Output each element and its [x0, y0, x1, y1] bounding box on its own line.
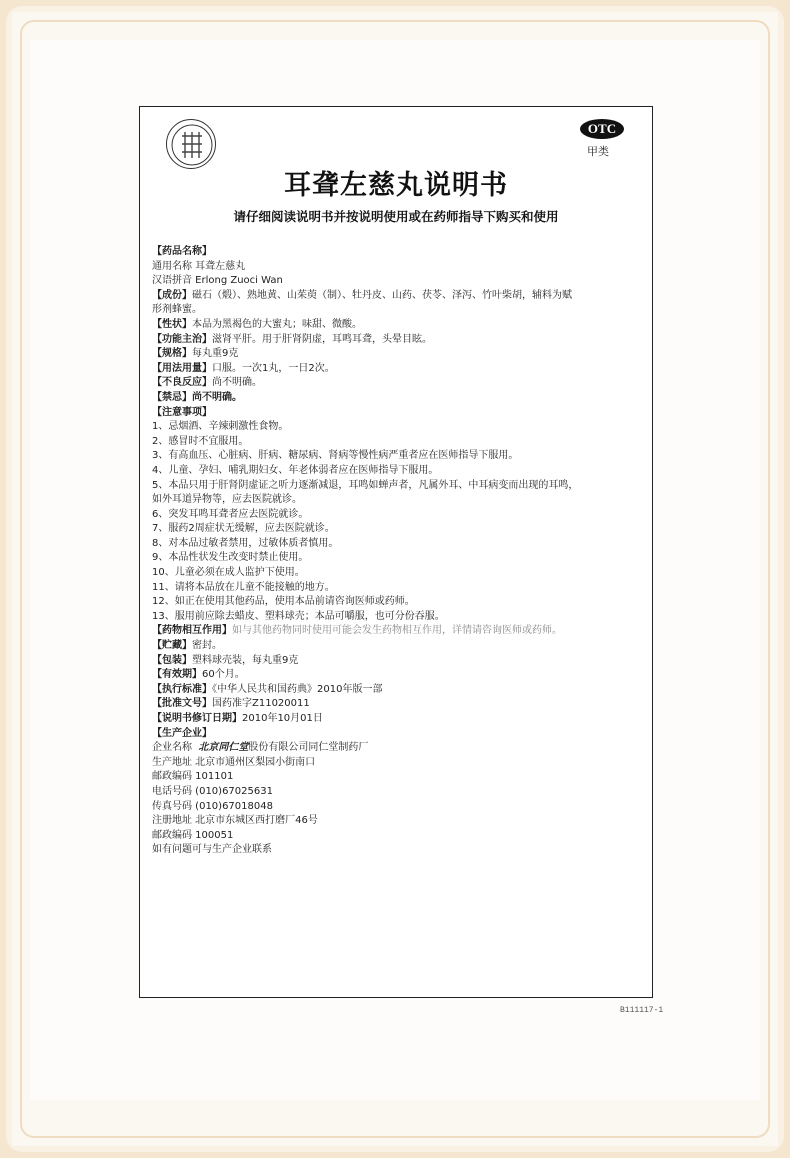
otc-badge: OTC	[580, 119, 624, 139]
section-heading: 【不良反应】	[152, 377, 212, 389]
otc-class-label: 甲类	[587, 145, 609, 158]
precaution-item: 1、忌烟酒、辛辣刺激性食物。	[152, 421, 289, 433]
contra-text: 尚不明确。	[192, 391, 242, 403]
contact-note: 如有问题可与生产企业联系	[152, 844, 272, 856]
phone-number: 电话号码 (010)67025631	[152, 785, 273, 797]
precaution-item: 8、对本品过敏者禁用，过敏体质者慎用。	[152, 537, 339, 549]
precaution-item: 3、有高血压、心脏病、肝病、糖尿病、肾病等慢性病严重者应在医师指导下服用。	[152, 450, 519, 462]
precaution-item: 10、儿童必须在成人监护下使用。	[152, 567, 305, 579]
precaution-item: 11、请将本品放在儿童不能接触的地方。	[152, 581, 335, 593]
leaflet-body	[152, 245, 648, 858]
section-heading: 【功能主治】	[152, 333, 212, 345]
validity-text: 60个月。	[202, 669, 245, 681]
fax-number: 传真号码 (010)67018048	[152, 800, 273, 812]
adverse-text: 尚不明确。	[212, 377, 262, 389]
section-heading: 【药物相互作用】	[152, 625, 232, 637]
package-text: 塑料球壳装，每丸重9克	[192, 654, 299, 666]
section-heading: 【注意事项】	[152, 406, 212, 418]
precaution-item: 5、本品只用于肝肾阴虚证之听力逐渐减退，耳鸣如蝉声者，凡属外耳、中耳病变而出现的耳鸣，	[152, 479, 579, 491]
precaution-item: 如外耳道异物等，应去医院就诊。	[152, 494, 302, 506]
section-heading: 【禁忌】	[152, 391, 192, 403]
precaution-item: 12、如正在使用其他药品，使用本品前请咨询医师或药师。	[152, 596, 415, 608]
postcode: 邮政编码 101101	[152, 771, 234, 783]
registered-postcode: 邮政编码 100051	[152, 829, 234, 841]
section-heading: 【生产企业】	[152, 727, 212, 739]
section-heading: 【执行标准】	[152, 683, 212, 695]
section-heading: 【药品名称】	[152, 246, 212, 257]
section-heading: 【批准文号】	[152, 698, 212, 710]
section-heading: 【成份】	[152, 289, 192, 301]
precaution-item: 4、儿童、孕妇、哺乳期妇女、年老体弱者应在医师指导下服用。	[152, 464, 439, 476]
ingredients-text-cont: 形剂蜂蜜。	[152, 304, 202, 316]
leaflet-subtitle: 请仔细阅读说明书并按说明使用或在药师指导下购买和使用	[233, 209, 559, 224]
section-heading: 【性状】	[152, 318, 192, 330]
precaution-item: 13、服用前应除去蜡皮、塑料球壳；本品可嚼服，也可分份吞服。	[152, 610, 445, 622]
precaution-item: 9、本品性状发生改变时禁止使用。	[152, 552, 309, 564]
generic-name: 通用名称 耳聋左慈丸	[152, 260, 246, 272]
storage-text: 密封。	[192, 640, 222, 652]
instruction-leaflet	[139, 106, 653, 998]
interaction-text: 如与其他药物同时使用可能会发生药物相互作用，详情请咨询医师或药师。	[232, 625, 562, 637]
section-heading: 【用法用量】	[152, 362, 212, 374]
production-address: 生产地址 北京市通州区梨园小街南口	[152, 756, 316, 768]
spec-text: 每丸重9克	[192, 348, 239, 360]
company-brand: 北京同仁堂	[198, 742, 249, 754]
section-heading: 【规格】	[152, 348, 192, 360]
precaution-item: 2、感冒时不宜服用。	[152, 435, 249, 447]
company-name-label: 企业名称	[152, 742, 192, 754]
company-seal-logo	[166, 119, 216, 169]
section-heading: 【有效期】	[152, 669, 202, 681]
company-name-rest: 股份有限公司同仁堂制药厂	[248, 742, 369, 754]
precaution-item: 6、突发耳鸣耳聋者应去医院就诊。	[152, 508, 309, 520]
section-heading: 【贮藏】	[152, 640, 192, 652]
section-heading: 【包装】	[152, 654, 192, 666]
revision-text: 2010年10月01日	[242, 713, 323, 724]
pinyin-name: 汉语拼音 Erlong Zuoci Wan	[152, 275, 283, 287]
section-heading: 【说明书修订日期】	[152, 713, 242, 724]
leaflet-title: 耳聋左慈丸说明书	[284, 170, 508, 201]
registered-address: 注册地址 北京市东城区西打磨厂46号	[152, 815, 318, 827]
precaution-item: 7、服药2周症状无缓解，应去医院就诊。	[152, 523, 335, 535]
usage-text: 口服。一次1丸，一日2次。	[212, 362, 335, 374]
ingredients-text: 磁石（煅）、熟地黄、山茱萸（制）、牡丹皮、山药、茯苓、泽泻、竹叶柴胡，辅料为赋	[192, 289, 572, 301]
approval-text: 国药准字Z11020011	[212, 698, 310, 710]
print-code: B111117-1	[620, 1006, 664, 1015]
appearance-text: 本品为黑褐色的大蜜丸；味甜、微酸。	[192, 318, 362, 330]
indications-text: 滋肾平肝。用于肝肾阴虚，耳鸣耳聋，头晕目眩。	[212, 333, 432, 345]
standard-text: 《中华人民共和国药典》2010年版一部	[212, 683, 383, 695]
